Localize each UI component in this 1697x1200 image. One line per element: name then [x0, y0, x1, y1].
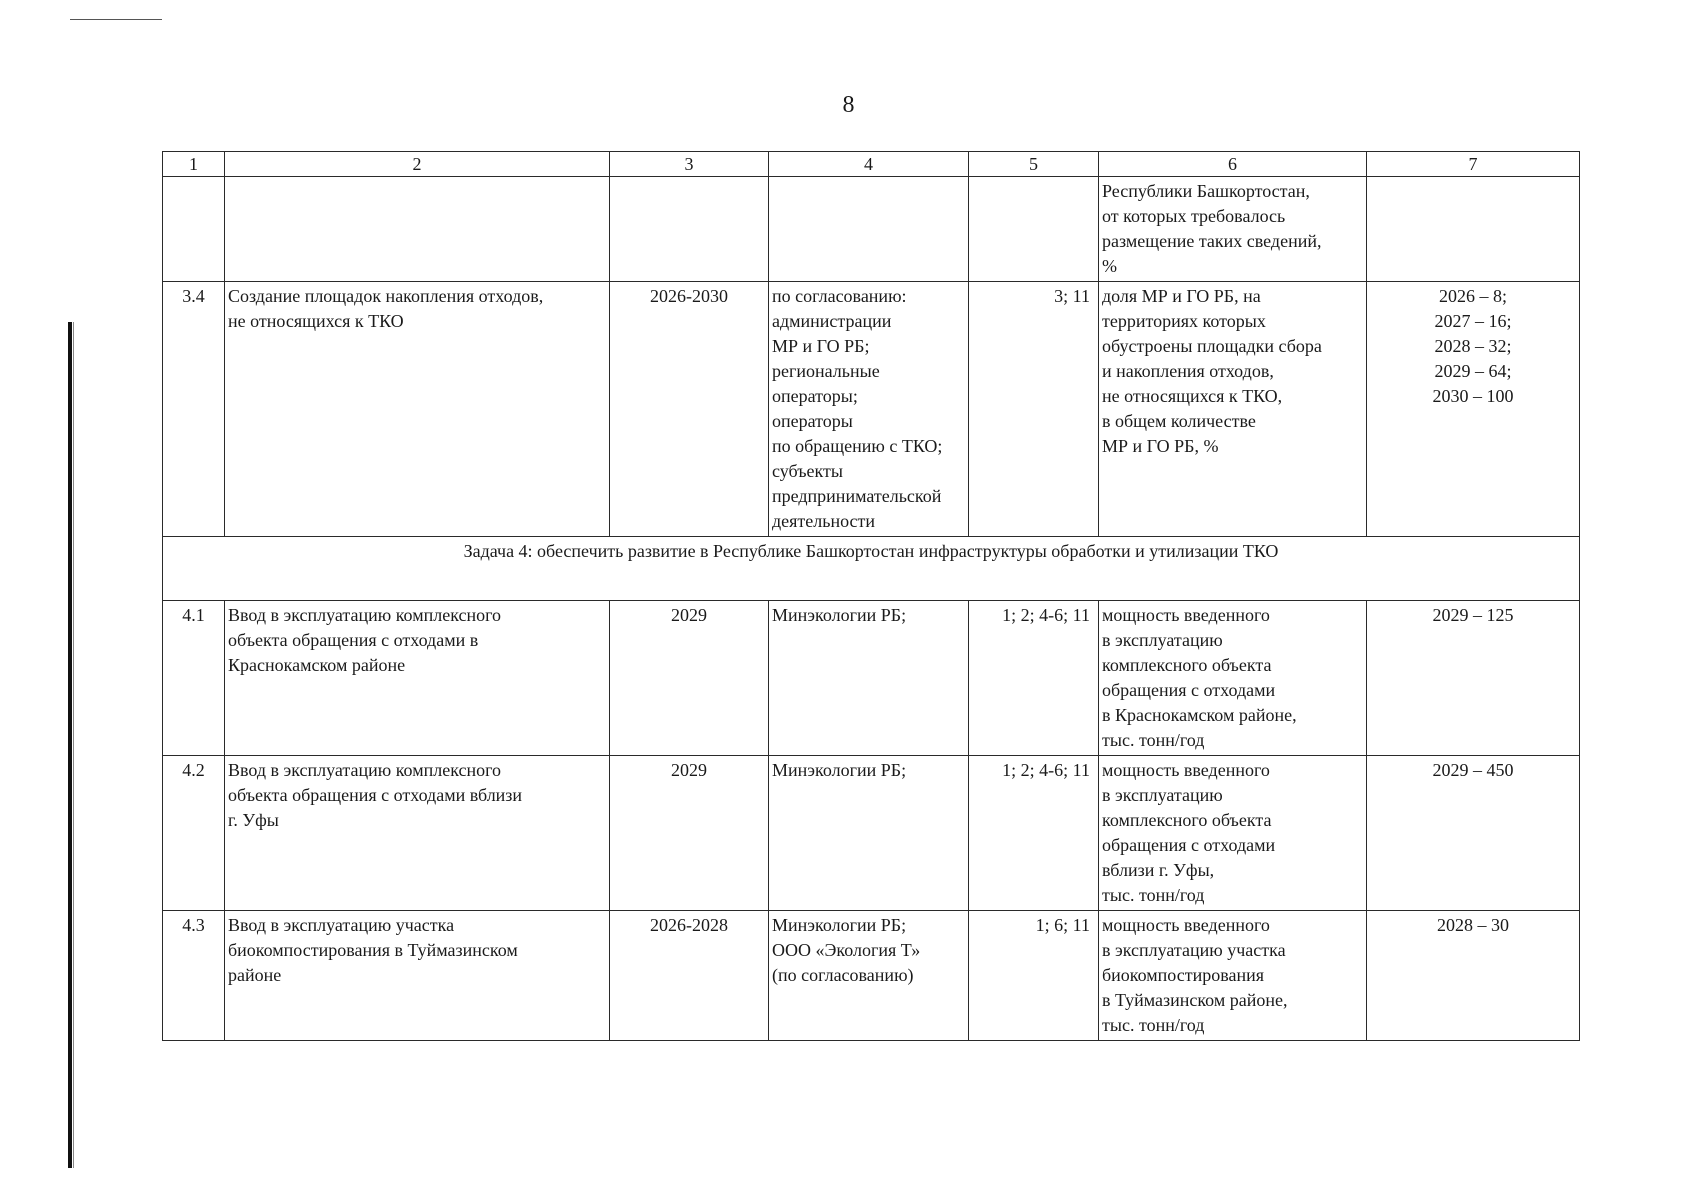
indicator-line: территориях которых	[1102, 311, 1266, 331]
indicator-line: тыс. тонн/год	[1102, 885, 1205, 905]
cell-refs	[969, 177, 1099, 282]
name-line: объекта обращения с отходами в	[228, 630, 479, 650]
cell-refs: 1; 6; 11	[969, 911, 1099, 1041]
name-line: районе	[228, 965, 282, 985]
cell-indicator	[1099, 756, 1367, 911]
cell-executor	[769, 601, 969, 756]
cell-period: 2026-2028	[610, 911, 769, 1041]
executor-line: Минэкологии РБ;	[772, 605, 907, 625]
cell-period: 2029	[610, 756, 769, 911]
executor-line: МР и ГО РБ;	[772, 336, 870, 356]
header-cell: 7	[1367, 152, 1580, 177]
indicator-line: в эксплуатацию	[1102, 630, 1223, 650]
header-cell: 4	[769, 152, 969, 177]
executor-line: предпринимательской	[772, 486, 942, 506]
indicator-line: и накопления отходов,	[1102, 361, 1274, 381]
page-number: 8	[842, 92, 855, 118]
table-row-4-1	[163, 601, 1580, 756]
cell-num: 4.1	[163, 601, 225, 756]
cell-refs: 1; 2; 4-6; 11	[969, 756, 1099, 911]
name-line: объекта обращения с отходами вблизи	[228, 785, 523, 805]
value-line: 2027 – 16;	[1434, 311, 1512, 331]
value-line: 2029 – 125	[1432, 605, 1514, 625]
indicator-line: в Туймазинском районе,	[1102, 990, 1288, 1010]
indicator-line: мощность введенного	[1102, 605, 1270, 625]
cell-name	[225, 177, 610, 282]
indicator-line: в эксплуатацию	[1102, 785, 1223, 805]
indicator-line: размещение таких сведений,	[1102, 231, 1322, 251]
value-line: 2028 – 30	[1437, 915, 1509, 935]
header-cell: 6	[1099, 152, 1367, 177]
indicator-line: биокомпостирования	[1102, 965, 1265, 985]
executor-line: Минэкологии РБ;	[772, 915, 907, 935]
value-line: 2028 – 32;	[1434, 336, 1512, 356]
cell-refs: 1; 2; 4-6; 11	[969, 601, 1099, 756]
indicator-line: обращения с отходами	[1102, 835, 1276, 855]
name-line: г. Уфы	[228, 810, 279, 830]
indicator-line: доля МР и ГО РБ, на	[1102, 286, 1261, 306]
table-row-continuation	[163, 177, 1580, 282]
cell-indicator	[1099, 177, 1367, 282]
name-line: Создание площадок накопления отходов,	[228, 286, 544, 306]
executor-line: администрации	[772, 311, 892, 331]
name-line: Ввод в эксплуатацию участка	[228, 915, 455, 935]
executor-line: операторы;	[772, 386, 858, 406]
indicator-line: комплексного объекта	[1102, 810, 1272, 830]
cell-indicator	[1099, 911, 1367, 1041]
cell-name	[225, 756, 610, 911]
value-line: 2029 – 450	[1432, 760, 1514, 780]
name-line: не относящихся к ТКО	[228, 311, 404, 331]
header-cell: 1	[163, 152, 225, 177]
indicator-line: мощность введенного	[1102, 915, 1270, 935]
cell-executor	[769, 756, 969, 911]
indicator-line: %	[1102, 256, 1117, 276]
indicator-line: от которых требовалось	[1102, 206, 1286, 226]
cell-name	[225, 911, 610, 1041]
executor-line: деятельности	[772, 511, 876, 531]
table-row-4-3	[163, 911, 1580, 1041]
cell-num	[163, 177, 225, 282]
table-row-3-4	[163, 282, 1580, 537]
value-line: 2030 – 100	[1432, 386, 1514, 406]
cell-value	[1367, 601, 1580, 756]
cell-indicator	[1099, 601, 1367, 756]
indicator-line: вблизи г. Уфы,	[1102, 860, 1215, 880]
indicator-line: обращения с отходами	[1102, 680, 1276, 700]
name-line: Ввод в эксплуатацию комплексного	[228, 760, 502, 780]
indicator-line: в общем количестве	[1102, 411, 1256, 431]
scan-edge-mark	[68, 322, 72, 1168]
measures-table	[162, 151, 1580, 1041]
header-cell: 2	[225, 152, 610, 177]
name-line: биокомпостирования в Туймазинском	[228, 940, 518, 960]
table-row-4-2	[163, 756, 1580, 911]
executor-line: ООО «Экология Т»	[772, 940, 921, 960]
executor-line: субъекты	[772, 461, 843, 481]
indicator-line: мощность введенного	[1102, 760, 1270, 780]
value-line: 2029 – 64;	[1434, 361, 1512, 381]
cell-period	[610, 177, 769, 282]
indicator-line: тыс. тонн/год	[1102, 730, 1205, 750]
cell-value	[1367, 177, 1580, 282]
cell-num: 4.2	[163, 756, 225, 911]
cell-num: 3.4	[163, 282, 225, 537]
cell-name	[225, 601, 610, 756]
header-cell: 5	[969, 152, 1099, 177]
cell-executor	[769, 177, 969, 282]
indicator-line: тыс. тонн/год	[1102, 1015, 1205, 1035]
cell-value	[1367, 911, 1580, 1041]
task-heading: Задача 4: обеспечить развитие в Республике Башкортостан инфраструктуры обработки и утилизации ТКО	[163, 537, 1580, 601]
executor-line: по обращению с ТКО;	[772, 436, 943, 456]
name-line: Ввод в эксплуатацию комплексного	[228, 605, 502, 625]
indicator-line: комплексного объекта	[1102, 655, 1272, 675]
indicator-line: Республики Башкортостан,	[1102, 181, 1310, 201]
executor-line: региональные	[772, 361, 880, 381]
top-rule	[70, 19, 162, 20]
task-row	[163, 537, 1580, 601]
executor-line: Минэкологии РБ;	[772, 760, 907, 780]
cell-executor	[769, 911, 969, 1041]
cell-num: 4.3	[163, 911, 225, 1041]
header-row	[163, 152, 1580, 177]
header-cell: 3	[610, 152, 769, 177]
cell-indicator	[1099, 282, 1367, 537]
executor-line: по согласованию:	[772, 286, 907, 306]
indicator-line: обустроены площадки сбора	[1102, 336, 1322, 356]
name-line: Краснокамском районе	[228, 655, 406, 675]
value-line: 2026 – 8;	[1438, 286, 1507, 306]
executor-line: операторы	[772, 411, 853, 431]
cell-value	[1367, 756, 1580, 911]
indicator-line: не относящихся к ТКО,	[1102, 386, 1283, 406]
cell-executor	[769, 282, 969, 537]
indicator-line: в эксплуатацию участка	[1102, 940, 1286, 960]
executor-line: (по согласованию)	[772, 965, 914, 985]
cell-refs: 3; 11	[969, 282, 1099, 537]
cell-name	[225, 282, 610, 537]
scan-edge-mark-thin	[73, 322, 74, 1168]
indicator-line: МР и ГО РБ, %	[1102, 436, 1219, 456]
indicator-line: в Краснокамском районе,	[1102, 705, 1297, 725]
cell-period: 2029	[610, 601, 769, 756]
cell-period: 2026-2030	[610, 282, 769, 537]
cell-value	[1367, 282, 1580, 537]
